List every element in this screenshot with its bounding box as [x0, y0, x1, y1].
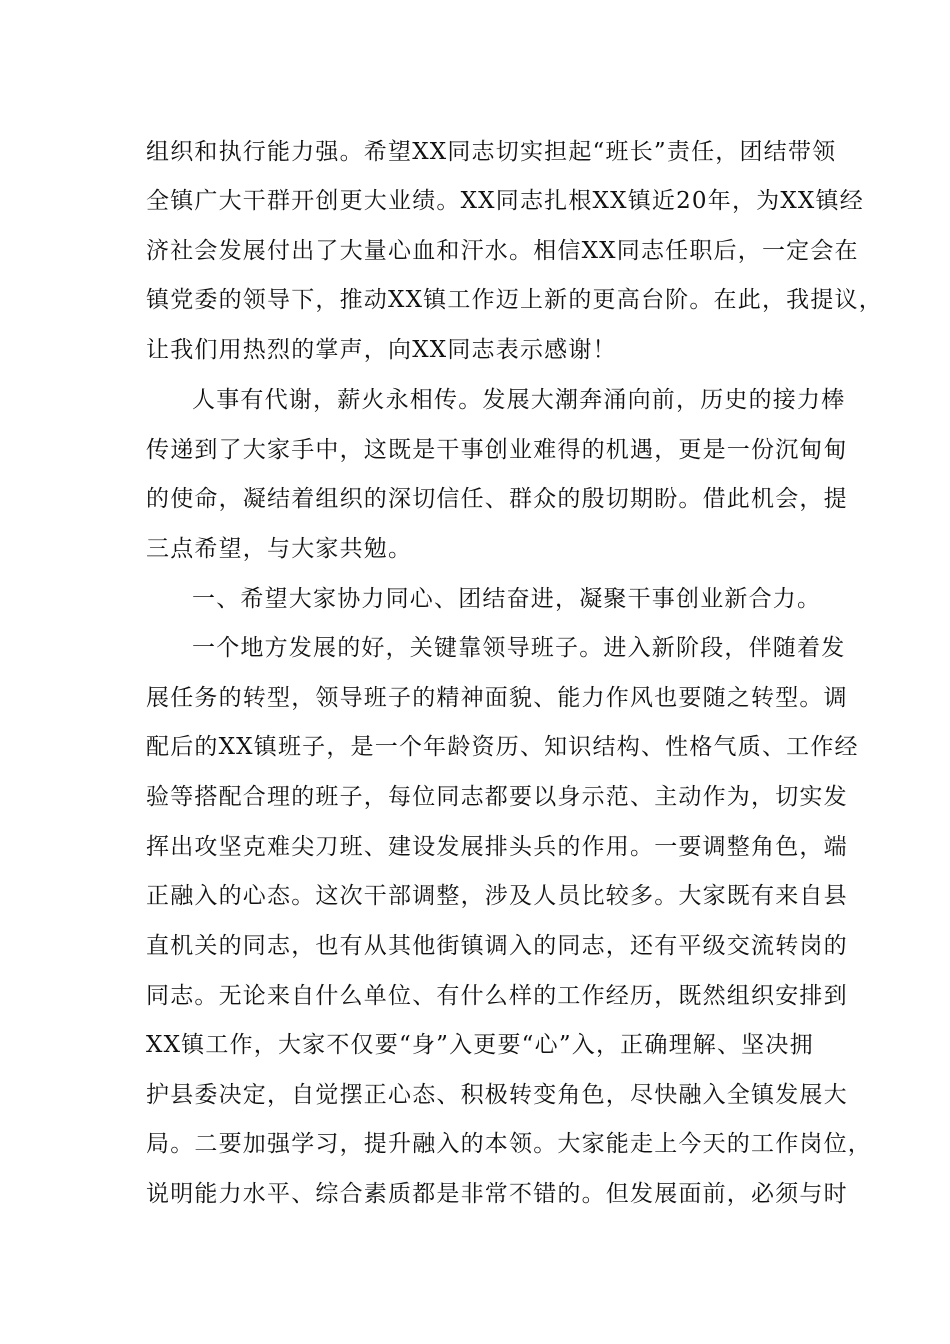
text-line: 直机关的同志，也有从其他街镇调入的同志，还有平级交流转岗的: [146, 933, 848, 959]
text-line: 镇党委的领导下，推动XX镇工作迈上新的更高台阶。在此，我提议，: [146, 287, 883, 313]
text-line: 全镇广大干群开创更大业绩。XX同志扎根XX镇近20年，为XX镇经: [146, 188, 864, 214]
text-line: 同志。无论来自什么单位、有什么样的工作经历，既然组织安排到: [146, 983, 848, 1009]
text-line: 展任务的转型，领导班子的精神面貌、能力作风也要随之转型。调: [146, 685, 848, 711]
text-line: XX镇工作，大家不仅要“身”入更要“心”入，正确理解、坚决拥: [146, 1032, 814, 1058]
text-line: 让我们用热烈的掌声，向XX同志表示感谢！: [146, 337, 617, 363]
text-line: 三点希望，与大家共勉。: [146, 536, 413, 562]
text-line: 正融入的心态。这次干部调整，涉及人员比较多。大家既有来自县: [146, 883, 848, 909]
text-line: 一个地方发展的好，关键靠领导班子。进入新阶段，伴随着发: [192, 635, 846, 661]
text-line: 的使命，凝结着组织的深切信任、群众的殷切期盼。借此机会，提: [146, 486, 848, 512]
text-line: 传递到了大家手中，这既是干事创业难得的机遇，更是一份沉甸甸: [146, 437, 848, 463]
text-line: 说明能力水平、综合素质都是非常不错的。但发展面前，必须与时: [146, 1181, 848, 1207]
text-line: 验等搭配合理的班子，每位同志都要以身示范、主动作为，切实发: [146, 784, 848, 810]
text-line: 人事有代谢，薪火永相传。发展大潮奔涌向前，历史的接力棒: [192, 387, 846, 413]
section-heading: 一、希望大家协力同心、团结奋进，凝聚干事创业新合力。: [192, 586, 822, 612]
text-line: 济社会发展付出了大量心血和汗水。相信XX同志任职后，一定会在: [146, 238, 859, 264]
text-line: 局。二要加强学习，提升融入的本领。大家能走上今天的工作岗位，: [146, 1131, 872, 1157]
text-line: 挥出攻坚克难尖刀班、建设发展排头兵的作用。一要调整角色，端: [146, 834, 848, 860]
text-line: 护县委决定，自觉摆正心态、积极转变角色，尽快融入全镇发展大: [146, 1082, 848, 1108]
text-line: 组织和执行能力强。希望XX同志切实担起“班长”责任，团结带领: [146, 139, 837, 165]
text-line: 配后的XX镇班子，是一个年龄资历、知识结构、性格气质、工作经: [146, 734, 859, 760]
